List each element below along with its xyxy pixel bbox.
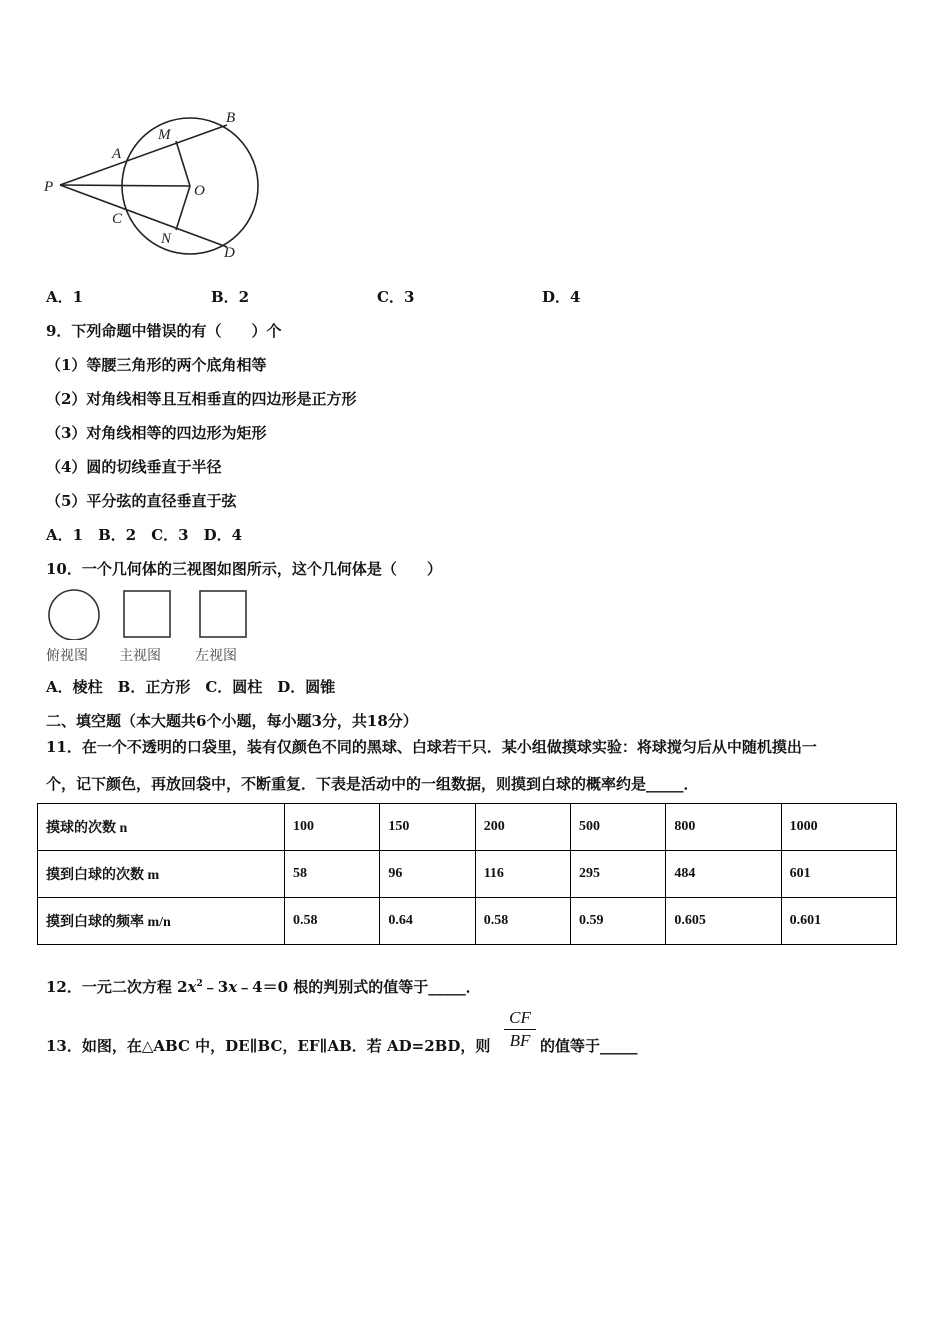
q10-stem: 10．一个几何体的三视图如图所示，这个几何体是（ ） [46, 560, 442, 578]
q8-option-d: D．4 [542, 288, 581, 306]
table-cell: 58 [285, 851, 380, 898]
row-header: 摸到白球的频率 m/n [38, 898, 285, 945]
q9-item-2: （2）对角线相等且互相垂直的四边形是正方形 [46, 390, 357, 408]
fraction-numerator: CF [504, 1008, 536, 1030]
row-header: 摸到白球的次数 m [38, 851, 285, 898]
table-row [38, 851, 897, 898]
table-cell: 0.601 [781, 898, 896, 945]
table-cell: 484 [666, 851, 781, 898]
q13-fraction [504, 1008, 536, 1051]
q9-item-4: （4）圆的切线垂直于半径 [46, 458, 222, 476]
q12-power: 2 [196, 979, 203, 989]
q9-item-3: （3）对角线相等的四边形为矩形 [46, 424, 267, 442]
table-cell: 0.64 [380, 898, 475, 945]
q12-minus3: ﹣3 [202, 978, 229, 996]
top-view-label: 俯视图 [46, 648, 88, 664]
q9-stem: 9．下列命题中错误的有（ ）个 [46, 322, 282, 340]
line-po [60, 185, 190, 186]
q8-circle-figure [40, 105, 280, 265]
q12-prefix: 12．一元二次方程 2 [46, 978, 188, 996]
label-n: N [161, 231, 172, 247]
q8-option-c: C．3 [377, 288, 415, 306]
front-view-label: 主视图 [119, 648, 161, 664]
table-cell: 200 [475, 804, 570, 851]
table-cell: 100 [285, 804, 380, 851]
table-cell: 96 [380, 851, 475, 898]
q12-suffix: ﹣4＝0 根的判别式的值等于_____． [237, 978, 481, 996]
q12-var-x2: x [228, 978, 238, 996]
line-on [176, 186, 190, 230]
label-b: B [226, 110, 236, 126]
section-2-heading: 二、填空题（本大题共6个小题，每小题3分，共18分） [46, 712, 418, 730]
label-a: A [112, 146, 122, 162]
row-header: 摸球的次数 n [38, 804, 285, 851]
q11-line-2: 个，记下颜色，再放回袋中，不断重复．下表是活动中的一组数据，则摸到白球的概率约是_____． [46, 775, 699, 793]
label-d: D [224, 245, 235, 261]
table-cell: 500 [571, 804, 666, 851]
table-cell: 295 [571, 851, 666, 898]
top-view-circle [49, 590, 99, 640]
front-view-square [124, 591, 170, 637]
table-cell: 1000 [781, 804, 896, 851]
q13-prefix: 13．如图，在△ABC 中，DE∥BC，EF∥AB．若 AD=2BD，则 [46, 1037, 491, 1055]
q10-three-views-figure [44, 588, 254, 640]
label-m: M [158, 127, 171, 143]
label-o: O [194, 183, 205, 199]
label-p: P [44, 179, 54, 195]
table-cell: 0.58 [285, 898, 380, 945]
fraction-denominator: BF [509, 1031, 531, 1050]
left-view-square [200, 591, 246, 637]
q12-var-x: x [187, 978, 197, 996]
table-cell: 800 [666, 804, 781, 851]
q9-item-1: （1）等腰三角形的两个底角相等 [46, 356, 267, 374]
line-om [176, 141, 190, 186]
table-cell: 150 [380, 804, 475, 851]
q8-option-b: B．2 [211, 288, 250, 306]
left-view-label: 左视图 [195, 648, 237, 664]
table-cell: 601 [781, 851, 896, 898]
label-c: C [112, 211, 123, 227]
table-row [38, 804, 897, 851]
q10-options: A．棱柱 B．正方形 C．圆柱 D．圆锥 [46, 678, 336, 696]
line-pb [60, 125, 227, 185]
q13-suffix: 的值等于_____ [540, 1037, 638, 1055]
table-cell: 0.58 [475, 898, 570, 945]
q8-option-a: A．1 [46, 288, 84, 306]
table-cell: 0.605 [666, 898, 781, 945]
q11-data-table [37, 803, 897, 945]
q9-item-5: （5）平分弦的直径垂直于弦 [46, 492, 237, 510]
q9-options: A．1 B．2 C．3 D．4 [46, 526, 243, 544]
q11-line-1: 11．在一个不透明的口袋里，装有仅颜色不同的黑球、白球若干只．某小组做摸球实验：将球搅匀后从中随机摸出一 [46, 738, 817, 756]
q12-question [46, 976, 481, 997]
table-cell: 0.59 [571, 898, 666, 945]
table-cell: 116 [475, 851, 570, 898]
table-row [38, 898, 897, 945]
